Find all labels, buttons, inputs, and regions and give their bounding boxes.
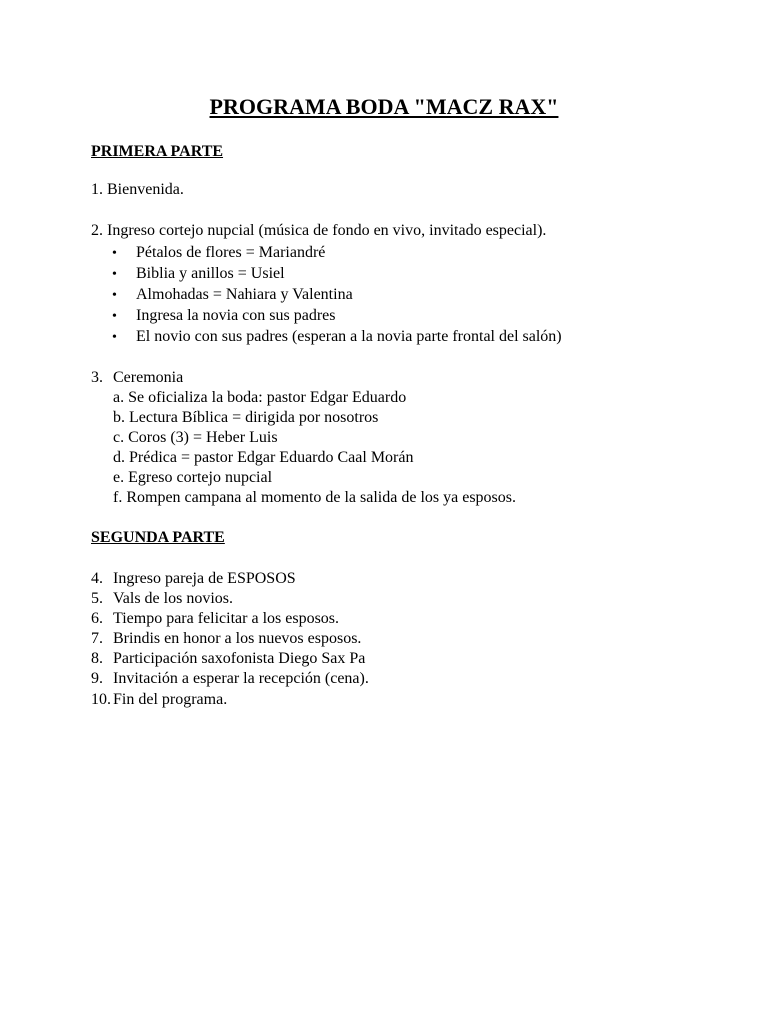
- item-text: Brindis en honor a los nuevos esposos.: [113, 630, 362, 647]
- program-item: [91, 629, 361, 649]
- program-item: [91, 569, 296, 589]
- bullet-icon: •: [112, 267, 117, 282]
- program-item-1: 1. Bienvenida.: [91, 181, 184, 198]
- item-text: Ceremonia: [113, 369, 184, 386]
- item-text: Participación saxofonista Diego Sax Pa: [113, 650, 366, 667]
- bullet-item: [112, 285, 353, 306]
- bullet-text: Biblia y anillos = Usiel: [136, 265, 285, 282]
- program-item: [91, 690, 227, 710]
- sub-item: a. Se oficializa la boda: pastor Edgar Eduardo: [113, 389, 407, 406]
- item-number: 6.: [91, 610, 103, 627]
- item-text: Ingreso pareja de ESPOSOS: [113, 570, 296, 587]
- bullet-item: [112, 306, 336, 327]
- sub-item: c. Coros (3) = Heber Luis: [113, 429, 278, 446]
- item-number: 10.: [91, 691, 111, 708]
- bullet-icon: •: [112, 288, 117, 303]
- program-item: [91, 649, 365, 669]
- sub-item: b. Lectura Bíblica = dirigida por nosotros: [113, 409, 379, 426]
- sub-item: d. Prédica = pastor Edgar Eduardo Caal Morán: [113, 449, 414, 466]
- program-item: [91, 589, 233, 609]
- item-number: 3.: [91, 369, 103, 386]
- item-text: Invitación a esperar la recepción (cena).: [113, 670, 369, 687]
- bullet-text: El novio con sus padres (esperan a la novia parte frontal del salón): [136, 328, 562, 345]
- bullet-item: [112, 327, 562, 348]
- item-number: 5.: [91, 590, 103, 607]
- item-number: 8.: [91, 650, 103, 667]
- bullet-item: [112, 264, 285, 285]
- sub-item: f. Rompen campana al momento de la salida de los ya esposos.: [113, 489, 517, 506]
- program-item: [91, 669, 369, 689]
- bullet-icon: •: [112, 309, 117, 324]
- item-number: 4.: [91, 570, 103, 587]
- bullet-icon: •: [112, 330, 117, 345]
- section-heading-primera-parte: PRIMERA PARTE: [91, 143, 224, 160]
- bullet-text: Pétalos de flores = Mariandré: [136, 244, 326, 261]
- program-item-3: [91, 368, 183, 388]
- bullet-text: Ingresa la novia con sus padres: [136, 307, 336, 324]
- document-title: PROGRAMA BODA "MACZ RAX": [209, 94, 559, 119]
- item-text: Fin del programa.: [113, 691, 228, 708]
- program-item-2: 2. Ingreso cortejo nupcial (música de fondo en vivo, invitado especial).: [91, 222, 547, 239]
- item-text: Vals de los novios.: [113, 590, 233, 607]
- program-item: [91, 609, 339, 629]
- item-text: Tiempo para felicitar a los esposos.: [113, 610, 340, 627]
- sub-item: e. Egreso cortejo nupcial: [113, 469, 273, 486]
- bullet-item: [112, 243, 325, 264]
- item-number: 7.: [91, 630, 103, 647]
- bullet-icon: •: [112, 246, 117, 261]
- bullet-text: Almohadas = Nahiara y Valentina: [136, 286, 353, 303]
- item-number: 9.: [91, 670, 103, 687]
- section-heading-segunda-parte: SEGUNDA PARTE: [91, 529, 225, 546]
